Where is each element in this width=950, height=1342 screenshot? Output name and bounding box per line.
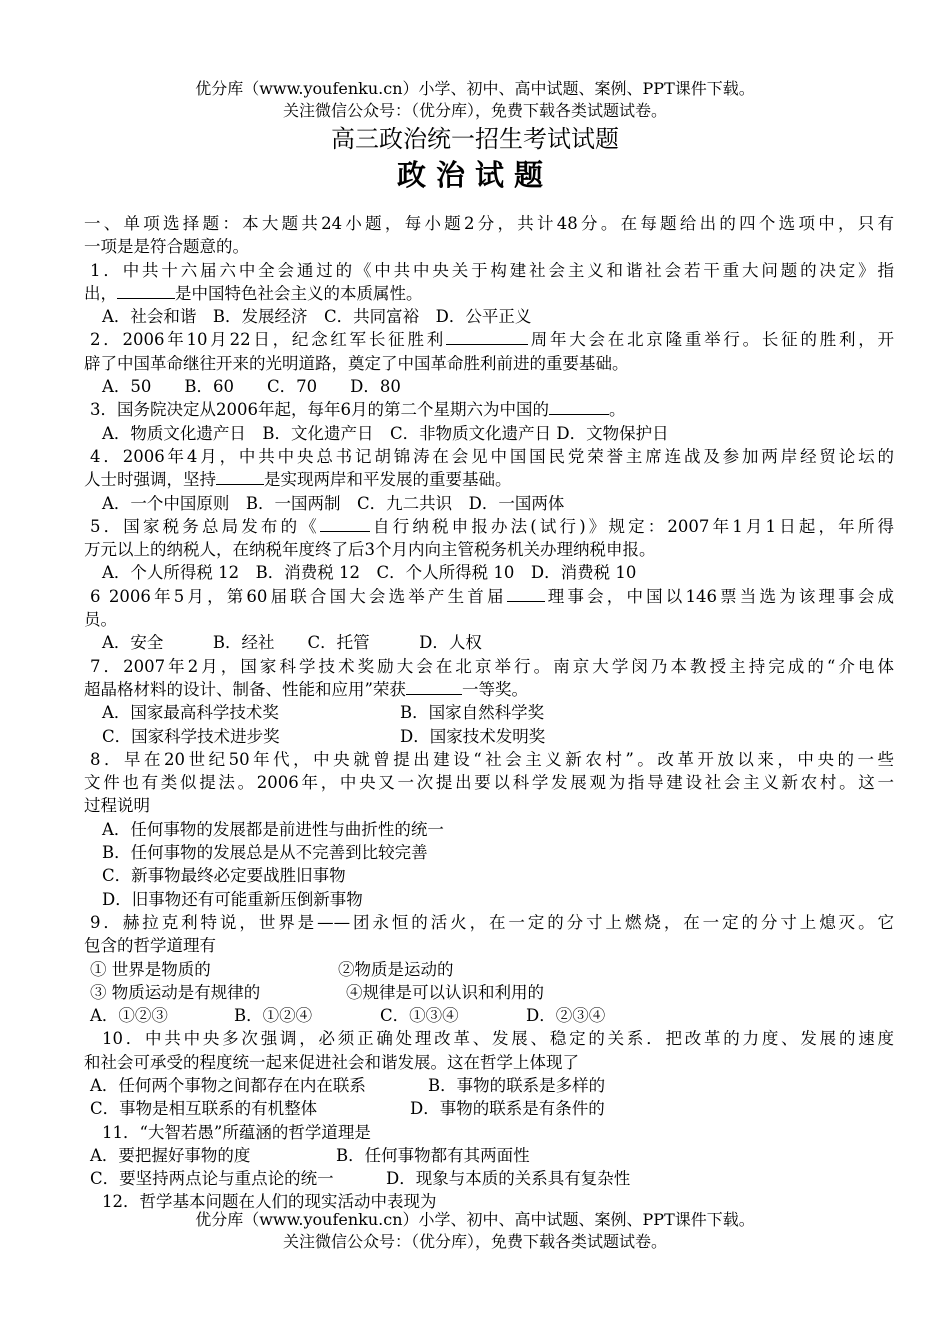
q9-statement-2: ②物质是运动的 [338,959,454,979]
q9-statements-row-1 [84,958,894,981]
q7-option-d: D．国家技术发明奖 [400,726,546,746]
q1-stem-2b: 是中国特色社会主义的本质属性。 [175,283,423,303]
answer-blank [216,468,264,485]
q6-options: A．安全 B．经社 C．托管 D．人权 [102,633,482,653]
q7-stem-2b: 一等奖。 [461,679,528,699]
answer-blank [117,282,175,299]
q8-option-d: D．旧事物还有可能重新压倒新事物 [102,889,363,909]
q8-stem-3: 过程说明 [84,796,150,816]
section-instructions-2: 一项是是符合题意的。 [84,237,249,257]
q11-option-c: C．要坚持两点论与重点论的统一 [90,1169,334,1189]
q6-stem-1 [84,585,894,608]
q11-option-d: D．现象与本质的关系具有复杂性 [386,1169,631,1189]
q5-stem-1a: 5．国家税务总局发布的《 [90,516,320,536]
q4-options: A．一个中国原则 B．一国两制 C．九二共识 D．一国两体 [102,493,565,513]
q11-stem-1: 11．“大智若愚”所蕴涵的哲学道理是 [102,1122,371,1142]
q11-option-b: B．任何事物都有其两面性 [336,1145,530,1165]
q9-options [84,1004,894,1027]
q4-stem-1: 4．2006年4月，中共中央总书记胡锦涛在会见中国国民党荣誉主席连战及参加两岸经贸论坛的 [90,446,894,466]
q5-stem-1 [84,515,894,538]
q9-option-a: A．①②③ [90,1006,168,1026]
q2-stem-1b: 周年大会在北京隆重举行。长征的胜利，开 [527,330,895,350]
header-line-1: 优分库（www.youfenku.cn）小学、初中、高中试题、案例、PPT课件下载。 [195,79,755,98]
q1-stem-1: 1．中共十六届六中全会通过的《中共中央关于构建社会主义和谐社会若干重大问题的决定》指 [90,260,894,280]
q9-option-c: C．①③④ [380,1006,459,1026]
exam-subtitle: 政治试题 [396,158,553,192]
q9-statements-row-2 [84,981,894,1004]
question-body [84,212,894,1214]
q3-stem-1a: 3．国务院决定从2006年起，每年6月的第二个星期六为中国的 [90,400,549,420]
q10-stem-2: 和社会可承受的程度统一起来促进社会和谐发展。这在哲学上体现了 [84,1052,579,1072]
q1-stem-2 [84,282,894,305]
q10-stem-1: 10．中共中央多次强调，必须正确处理改革、发展、稳定的关系．把改革的力度、发展的速度 [102,1029,894,1049]
footer-line-1: 优分库（www.youfenku.cn）小学、初中、高中试题、案例、PPT课件下载。 [195,1210,755,1229]
answer-blank [446,328,528,345]
q2-stem-1a: 2．2006年10月22日，纪念红军长征胜利 [90,330,446,350]
q5-stem-1b: 自行纳税申报办法(试行)》规定：2007年1月1日起，年所得 [369,516,894,536]
q3-stem-1b: 。 [609,400,626,420]
q2-stem-1 [84,328,894,351]
q8-option-b: B．任何事物的发展总是从不完善到比较完善 [102,843,428,863]
q10-option-c: C．事物是相互联系的有机整体 [90,1099,318,1119]
q5-options: A．个人所得税 12 B．消费税 12 C．个人所得税 10 D．消费税 10 [102,563,637,583]
q1-stem-2a: 出， [84,283,117,303]
q6-stem-2: 员。 [84,610,117,630]
q2-stem-2: 辟了中国革命继往开来的光明道路，奠定了中国革命胜利前进的重要基础。 [84,353,629,373]
q7-options-row-2 [84,725,894,748]
q8-stem-1: 8．早在20世纪50年代，中央就曾提出建设“社会主义新农村”。改革开放以来，中央的一些 [90,749,894,769]
q9-statement-3: ③ 物质运动是有规律的 [90,982,261,1002]
header-line-2: 关注微信公众号：（优分库），免费下载各类试题试卷。 [282,101,667,120]
q11-option-a: A．要把握好事物的度 [90,1145,251,1165]
q2-options: A．50 B．60 C．70 D．80 [102,377,401,397]
q3-stem-1 [84,398,894,421]
q6-stem-1b: 理事会，中国以146票当选为该理事会成 [544,586,894,606]
q9-option-b: B．①②④ [234,1006,313,1026]
q10-option-a: A．任何两个事物之间都存在内在联系 [90,1075,366,1095]
q10-option-d: D．事物的联系是有条件的 [410,1099,605,1119]
q6-stem-1a: 6 2006年5月，第60届联合国大会选举产生首届 [90,586,507,606]
q12-stem-1: 12．哲学基本问题在人们的现实活动中表现为 [102,1192,437,1212]
answer-blank [507,585,545,602]
q4-stem-2a: 人士时强调，坚持 [84,470,216,490]
q7-stem-2a: 超晶格材料的设计、制备、性能和应用”荣获 [84,679,406,699]
section-instructions-1: 一、单项选择题：本大题共24小题，每小题2分，共计48分。在每题给出的四个选项中，只有 [84,214,894,233]
q3-options: A．物质文化遗产日 B．文化遗产日 C．非物质文化遗产日 D．文物保护日 [102,423,669,443]
footer-line-2: 关注微信公众号：（优分库），免费下载各类试题试卷。 [282,1232,667,1251]
q8-option-c: C．新事物最终必定要战胜旧事物 [102,866,346,886]
q9-option-d: D．②③④ [526,1006,606,1026]
q1-options: A．社会和谐 B．发展经济 C．共同富裕 D．公平正义 [102,307,532,327]
q7-stem-2 [84,678,894,701]
answer-blank [406,678,462,695]
q10-option-b: B．事物的联系是多样的 [428,1075,606,1095]
answer-blank [549,398,609,415]
q8-stem-2: 文件也有类似提法。2006年，中央又一次提出要以科学发展观为指导建设社会主义新农村。这一 [84,773,894,793]
q4-stem-2b: 是实现两岸和平发展的重要基础。 [264,470,512,490]
q7-option-a: A．国家最高科学技术奖 [102,703,279,723]
q7-stem-1: 7．2007年2月，国家科学技术奖励大会在北京举行。南京大学闵乃本教授主持完成的“介电体 [90,656,894,676]
q10-options-row-1 [84,1074,894,1097]
q11-options-row-1 [84,1144,894,1167]
q11-options-row-2 [84,1167,894,1190]
q10-options-row-2 [84,1097,894,1120]
q8-option-a: A．任何事物的发展都是前进性与曲折性的统一 [102,819,444,839]
q7-option-b: B．国家自然科学奖 [400,703,545,723]
q9-statement-4: ④规律是可以认识和利用的 [346,982,544,1002]
q7-option-c: C．国家科学技术进步奖 [102,726,280,746]
exam-title: 高三政治统一招生考试试题 [331,125,619,153]
q9-stem-2: 包含的哲学道理有 [84,936,216,956]
q4-stem-2 [84,468,894,491]
q5-stem-2: 万元以上的纳税人，在纳税年度终了后3个月内向主管税务机关办理纳税申报。 [84,540,656,560]
q7-options-row-1 [84,701,894,724]
q9-stem-1: 9．赫拉克利特说，世界是——团永恒的活火，在一定的分寸上燃烧，在一定的分寸上熄灭。它 [90,912,894,932]
q9-statement-1: ① 世界是物质的 [90,959,211,979]
answer-blank [320,515,370,532]
